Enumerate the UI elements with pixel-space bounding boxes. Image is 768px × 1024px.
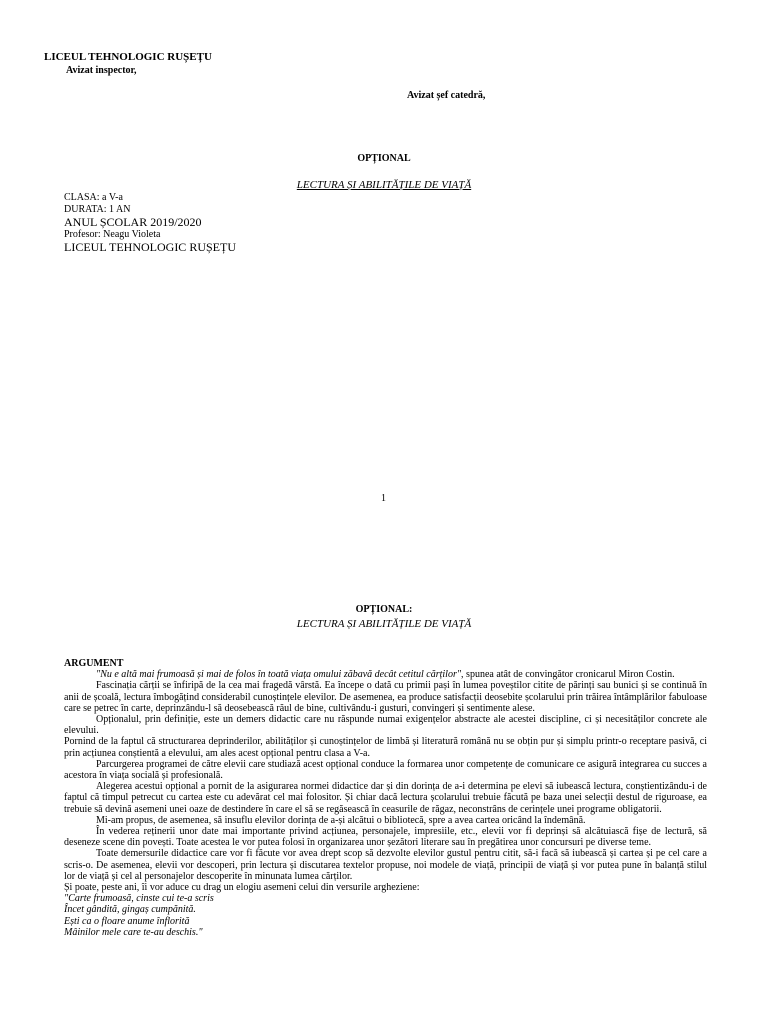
paragraph: Pornind de la faptul că structurarea deprinderilor, abilităților și cunoștințelor de limbă și literatură română nu se obțin pur și simplu printr-o receptare pasivă, ci prin acțiunea conștientă a elevului, am ales acest opțional pentru clasa a V-a. (64, 736, 707, 759)
paragraph: Parcurgerea programei de către elevii care studiază acest opțional conduce la formarea unor competențe de comunicare ce asigură integrarea cu succes a acestora în viața socială și profesională. (64, 758, 707, 782)
costin-quote: "Nu e altă mai frumoasă și mai de folos în toată viața omului zăbavă decât cetitul cărților" (96, 669, 462, 681)
cover-an-scolar: ANUL ȘCOLAR 2019/2020 (64, 215, 202, 229)
closing-line: Și poate, peste ani, îi vor aduce cu drag un elogiu asemeni celui din versurile argheziene: (64, 882, 420, 894)
poem-line: Ești ca o floare anume înflorită (64, 915, 190, 927)
argument-heading: ARGUMENT (64, 658, 124, 669)
cover-title: LECTURA ȘI ABILITĂȚILE DE VIAȚĂ (296, 179, 472, 191)
cover-durata: DURATA: 1 AN (64, 204, 131, 215)
section-title: LECTURA ȘI ABILITĂȚILE DE VIAȚĂ (296, 618, 472, 630)
argument-section (64, 658, 707, 938)
cover-profesor: Profesor: Neagu Violeta (64, 229, 161, 240)
poem-line: Încet gândită, gingaș cumpănită. (64, 904, 196, 916)
paragraph: Opționalul, prin definiție, este un demers didactic care nu răspunde numai exigențelor abstracte ale acestei discipline, ci și necesităților concrete ale elevului. (64, 714, 707, 737)
poem-line: "Carte frumoasă, cinste cui te-a scris (64, 893, 214, 905)
paragraph: Fascinația cărții se înfiripă de la cea mai fragedă vârstă. Ea începe o dată cu primii pași în lumea poveștilor citite de părinți sau bunici și se continuă în anii de școală, lectura îmbogățind considerabil cunoștințele elevilor. De asemenea, ea produce satisfacții deosebite școlarului prin trăirea întâmplărilor fabuloase care se petrec în carte, deprinzându-l să deosebească răul de bine, cultivându-i gusturi, convingeri și sentimente alese. (64, 680, 707, 714)
paragraph: Toate demersurile didactice care vor fi făcute vor avea drept scop să dezvolte elevilor gustul pentru citit, să-i facă să iubească și cartea și pe cel care a scris-o. De asemenea, elevii vor descoperi, prin lectura și discutarea textelor propuse, noi modele de viață, principii de viață și vor putea pune în balanță stilul lor de viață și cel al personajelor descoperite în minunata lumea cărților. (64, 848, 707, 882)
cover-label: OPȚIONAL (357, 153, 411, 164)
poem-line: Mâinilor mele care te-au deschis." (64, 926, 203, 938)
avizat-inspector: Avizat inspector, (66, 65, 137, 76)
cover-school: LICEUL TEHNOLOGIC RUȘEȚU (64, 240, 236, 254)
page-number: 1 (381, 493, 386, 504)
section-label: OPȚIONAL: (355, 604, 413, 615)
quote-paragraph (64, 669, 707, 680)
cover-clasa: CLASA: a V-a (64, 192, 123, 203)
quote-attribution: , spunea atât de convingător cronicarul Miron Costin. (461, 669, 675, 681)
paragraph: În vederea reținerii unor date mai importante privind acțiunea, personajele, impresiile, etc., elevii vor fi deprinși să alcătuiască fișe de lectură, să deseneze scene din povești. Toate acestea le vor putea folosi în organizarea unor șezători literare sau în pregătirea unor concursuri pe diverse teme. (64, 826, 707, 849)
avizat-sef-catedra: Avizat șef catedră, (407, 90, 486, 101)
paragraph: Mi-am propus, de asemenea, să insuflu elevilor dorința de a-și alcătui o bibliotecă, spre a avea cartea oricând la îndemână. (96, 814, 586, 826)
school-header: LICEUL TEHNOLOGIC RUȘEȚU (44, 51, 212, 63)
paragraph: Alegerea acestui opțional a pornit de la asigurarea normei didactice dar și din dorința de a-i determina pe elevi să iubească lectura, conștientizându-i de faptul că timpul petrecut cu cartea este cu adevărat cel mai folositor. Și chiar dacă lectura școlarului trebuie făcută pe baza unei selecții destul de riguroase, ea trebuie să devină asemeni unei oaze de destindere în care el să se regăsească în ceasurile de răgaz, neconstrâns de cerințele unei programe obligatorii. (64, 781, 707, 815)
